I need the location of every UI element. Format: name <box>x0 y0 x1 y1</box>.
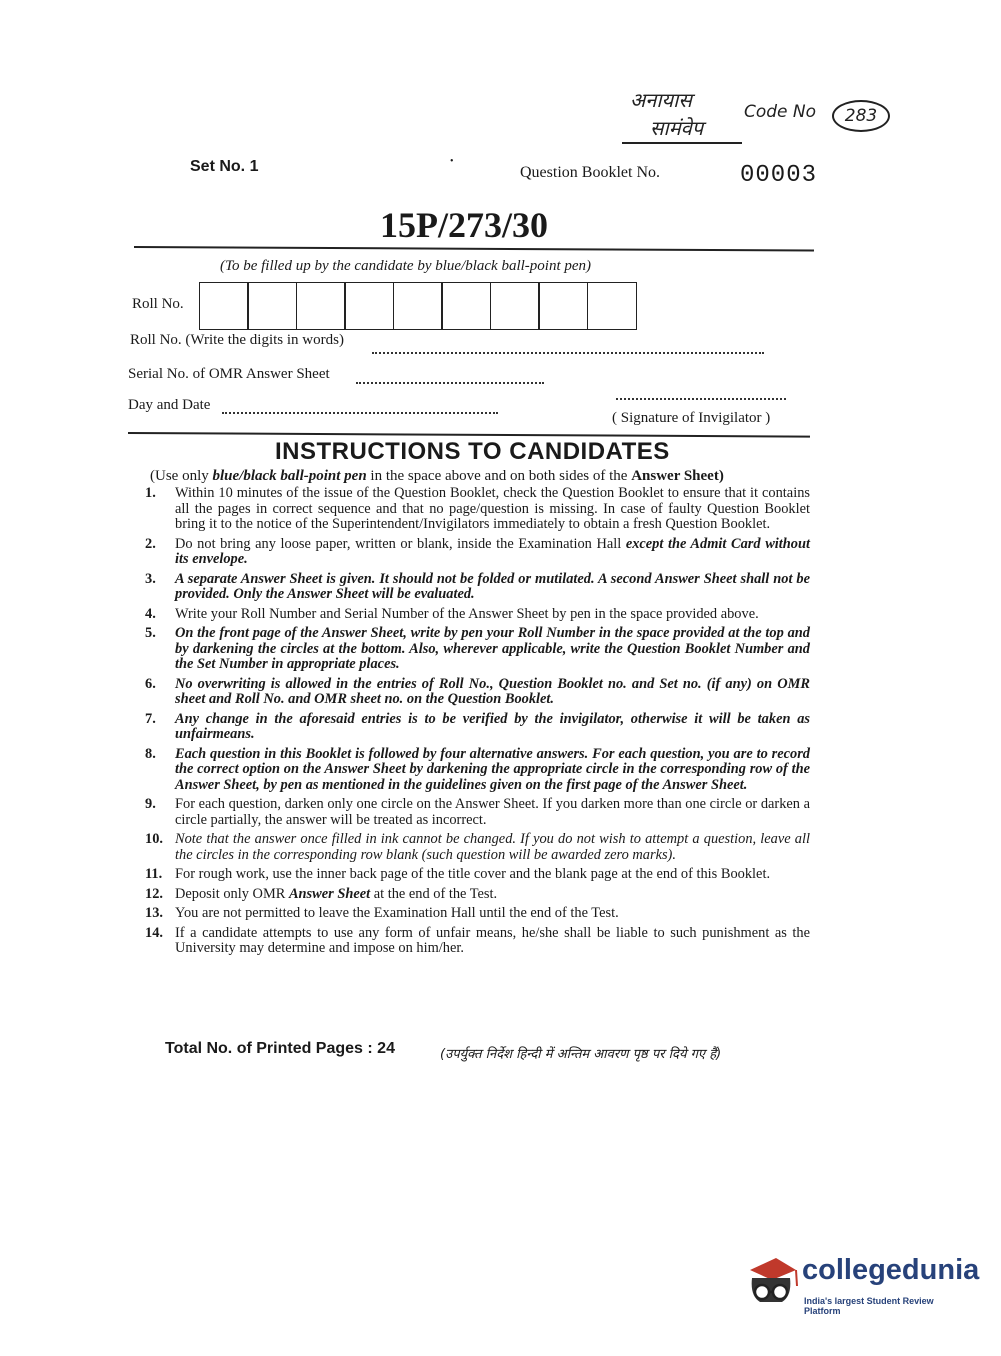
booklet-number: 00003 <box>740 162 818 189</box>
instruction-number: 3. <box>145 570 156 587</box>
instruction-number: 2. <box>145 535 156 552</box>
instructions-intro <box>150 468 724 485</box>
instruction-number: 1. <box>145 485 156 501</box>
set-number: Set No. 1 <box>190 158 259 175</box>
divider-middle <box>128 432 810 438</box>
mascot-icon <box>742 1256 800 1312</box>
instruction-text <box>175 926 810 957</box>
instruction-plain: Deposit only OMR <box>175 885 289 902</box>
signature-line[interactable] <box>616 398 786 400</box>
intro-text-mid: in the space above and on both sides of the <box>366 468 632 484</box>
instruction-item <box>145 626 810 673</box>
instruction-italic: Note that the answer once filled in ink cannot be changed. If you do not wish to attempt a question, leave all the circles in the corresponding row blank (such question will be awarded zero marks). <box>175 831 810 863</box>
instruction-item <box>145 867 810 883</box>
instruction-number: 7. <box>145 710 156 727</box>
instruction-number: 13. <box>145 905 163 921</box>
signature-label: ( Signature of Invigilator ) <box>612 410 771 426</box>
omr-serial-line[interactable] <box>356 382 544 384</box>
instruction-number: 14. <box>145 924 163 941</box>
instruction-emphasis: On the front page of the Answer Sheet, write by pen your Roll Number in the space provided at the top and by darkening the circles at the bottom. Also, wherever applicable, write the Question Booklet Number and the Set Number in appropriate places. <box>175 625 810 672</box>
instructions-heading: INSTRUCTIONS TO CANDIDATES <box>275 438 670 465</box>
instruction-text <box>175 572 810 603</box>
instruction-item <box>145 926 810 957</box>
instruction-emphasis: except the Admit Card without its envelope. <box>175 535 810 567</box>
instruction-number: 6. <box>145 675 156 692</box>
instruction-plain: For rough work, use the inner back page of the title cover and the blank page at the end of this Booklet. <box>175 866 771 882</box>
instruction-item <box>145 486 810 533</box>
instruction-number: 8. <box>145 745 156 762</box>
roll-digit-box[interactable] <box>587 282 637 330</box>
instruction-text <box>175 747 810 794</box>
instruction-item <box>145 906 810 922</box>
total-pages: Total No. of Printed Pages : 24 <box>165 1040 395 1057</box>
instruction-text <box>175 887 810 903</box>
instruction-text <box>175 626 810 673</box>
instruction-item <box>145 832 810 863</box>
instructions-list <box>145 486 810 961</box>
handwritten-code-label: Code No <box>744 102 817 122</box>
instruction-number: 10. <box>145 831 163 847</box>
day-date-label: Day and Date <box>128 397 211 413</box>
paper-code: 15P/273/30 <box>380 205 548 245</box>
handwritten-underline <box>622 142 742 144</box>
instruction-text <box>175 607 810 623</box>
instruction-item <box>145 747 810 794</box>
instruction-emphasis: Answer Sheet <box>288 885 371 902</box>
instruction-text <box>175 712 810 743</box>
roll-digit-box[interactable] <box>538 282 588 330</box>
day-date-line[interactable] <box>222 412 498 414</box>
instruction-number: 4. <box>145 605 156 622</box>
instruction-emphasis: No overwriting is allowed in the entries of Roll No., Question Booklet no. and Set no. (if any) on OMR sheet and Roll No. and OMR sheet no. on the Question Booklet. <box>175 675 810 707</box>
instruction-item <box>145 607 810 623</box>
instruction-plain: at the end of the Test. <box>370 885 498 902</box>
instruction-item <box>145 887 810 903</box>
logo-tagline: India's largest Student Review Platform <box>804 1296 934 1316</box>
instruction-text <box>175 797 810 828</box>
hindi-note: (उपर्युक्त निर्देश हिन्दी में अन्तिम आवरण पृष्ठ पर दिये गए हैं) <box>440 1047 722 1062</box>
instruction-emphasis: A separate Answer Sheet is given. It should not be folded or mutilated. A second Answer Sheet shall not be provided. Only the Answer Sheet will be evaluated. <box>175 570 810 602</box>
instruction-number: 9. <box>145 796 156 812</box>
roll-digit-box[interactable] <box>393 282 443 330</box>
instruction-item <box>145 537 810 568</box>
roll-digit-box[interactable] <box>296 282 346 330</box>
instruction-number: 11. <box>145 866 163 882</box>
instruction-plain: For each question, darken only one circle on the Answer Sheet. If you darken more than one circle or darken a circle partially, the answer will be treated as incorrect. <box>175 796 810 828</box>
roll-number-label: Roll No. <box>132 296 184 312</box>
intro-text: (Use only <box>150 468 213 484</box>
divider-top <box>134 246 814 252</box>
instruction-text <box>175 486 810 533</box>
instruction-text <box>175 677 810 708</box>
stray-mark: • <box>450 156 454 167</box>
fill-note: (To be filled up by the candidate by blue/black ball-point pen) <box>220 258 592 274</box>
instruction-number: 12. <box>145 885 163 902</box>
roll-digit-box[interactable] <box>490 282 540 330</box>
instruction-item <box>145 572 810 603</box>
instruction-text <box>175 867 810 883</box>
instruction-plain: Write your Roll Number and Serial Number of the Answer Sheet by pen in the space provided above. <box>175 605 759 622</box>
instruction-item <box>145 712 810 743</box>
omr-serial-label: Serial No. of OMR Answer Sheet <box>128 366 330 382</box>
handwritten-code-value: 283 <box>832 100 890 132</box>
instruction-emphasis: Any change in the aforesaid entries is to be verified by the invigilator, otherwise it will be taken as unfairmeans. <box>175 710 810 742</box>
instruction-item <box>145 797 810 828</box>
roll-number-boxes[interactable] <box>200 282 637 330</box>
roll-digit-box[interactable] <box>199 282 249 330</box>
roll-words-line[interactable] <box>372 352 764 354</box>
instruction-text <box>175 906 810 922</box>
instruction-plain: Within 10 minutes of the issue of the Question Booklet, check the Question Booklet to ensure that it contains all the pages in correct sequence and that no page/question is missing. In case of faulty Question Booklet bring it to the notice of the Superintendent/Invigilators immediately to obtain a fresh Question Booklet. <box>175 485 810 532</box>
instruction-number: 5. <box>145 625 156 641</box>
roll-digit-box[interactable] <box>247 282 297 330</box>
booklet-number-label: Question Booklet No. <box>520 164 660 181</box>
instruction-text <box>175 832 810 863</box>
instruction-emphasis: Each question in this Booklet is followed by four alternative answers. For each question, you are to record the correct option on the Answer Sheet by darkening the appropriate circle in the corresponding row of the Answer Sheet, by pen as mentioned in the guidelines given on the first page of the Answer Sheet. <box>175 745 810 793</box>
handwritten-note-line1: अनायास <box>630 88 692 112</box>
roll-digit-box[interactable] <box>344 282 394 330</box>
roll-digit-box[interactable] <box>441 282 491 330</box>
instruction-item <box>145 677 810 708</box>
roll-words-label: Roll No. (Write the digits in words) <box>130 332 344 348</box>
logo-wordmark: collegedunia <box>802 1254 980 1286</box>
instruction-plain: Do not bring any loose paper, written or blank, inside the Examination Hall <box>175 535 626 552</box>
instruction-plain: If a candidate attempts to use any form of unfair means, he/she shall be liable to such punishment as the University may determine and impose on him/her. <box>175 924 810 956</box>
collegedunia-logo <box>742 1252 980 1316</box>
intro-strong: Answer Sheet) <box>631 468 724 484</box>
handwritten-note-line2: सामंवेप <box>650 116 704 140</box>
instruction-text <box>175 537 810 568</box>
instruction-plain: You are not permitted to leave the Examination Hall until the end of the Test. <box>175 905 619 921</box>
intro-emphasis: blue/black ball-point pen <box>212 468 367 484</box>
